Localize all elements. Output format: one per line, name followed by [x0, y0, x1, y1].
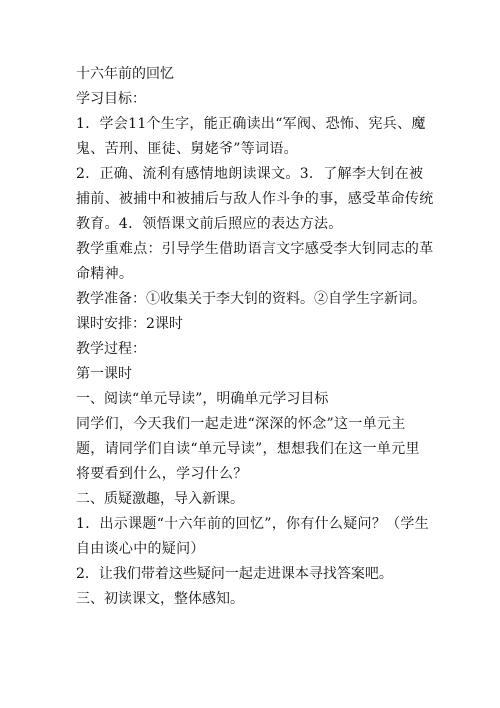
- teaching-preparation: 教学准备：①收集关于李大钊的资料。②自学生字新词。: [76, 291, 426, 307]
- document-title: 十六年前的回忆: [76, 66, 174, 82]
- process-heading: 教学过程：: [76, 341, 146, 357]
- key-points: 教学重难点：引导学生借助语言文字感受李大钊同志的革命精神。: [76, 241, 434, 282]
- step-1-text: 同学们，今天我们一起走进“深深的怀念”这一单元主题，请同学们自读“单元导读”，想想我们在这一单元里将要看到什么，学习什么？: [76, 416, 420, 482]
- goals-heading: 学习目标：: [76, 91, 146, 107]
- document-body: [76, 62, 434, 612]
- goal-item-1: 1．学会11个生字，能正确读出“军阀、恐怖、宪兵、魔鬼、苦刑、匪徒、舅姥爷”等词语。: [76, 116, 426, 157]
- class-schedule: 课时安排：2课时: [76, 316, 183, 332]
- lesson-1-heading: 第一课时: [76, 366, 132, 382]
- step-2-item-2: 2．让我们带着这些疑问一起走进课本寻找答案吧。: [76, 566, 393, 582]
- step-2-item-1: 1．出示课题“十六年前的回忆”，你有什么疑问？（学生自由谈心中的疑问）: [76, 516, 430, 557]
- goal-items-2-3-4: 2．正确、流利有感情地朗读课文。3．了解李大钊在被捕前、被捕中和被捕后与敌人作斗争的事，感受革命传统教育。4．领悟课文前后照应的表达方法。: [76, 166, 434, 232]
- step-3-title: 三、初读课文，整体感知。: [76, 591, 244, 607]
- step-1-title: 一、阅读“单元导读”，明确单元学习目标: [76, 391, 329, 407]
- step-2-title: 二、质疑激趣，导入新课。: [76, 491, 244, 507]
